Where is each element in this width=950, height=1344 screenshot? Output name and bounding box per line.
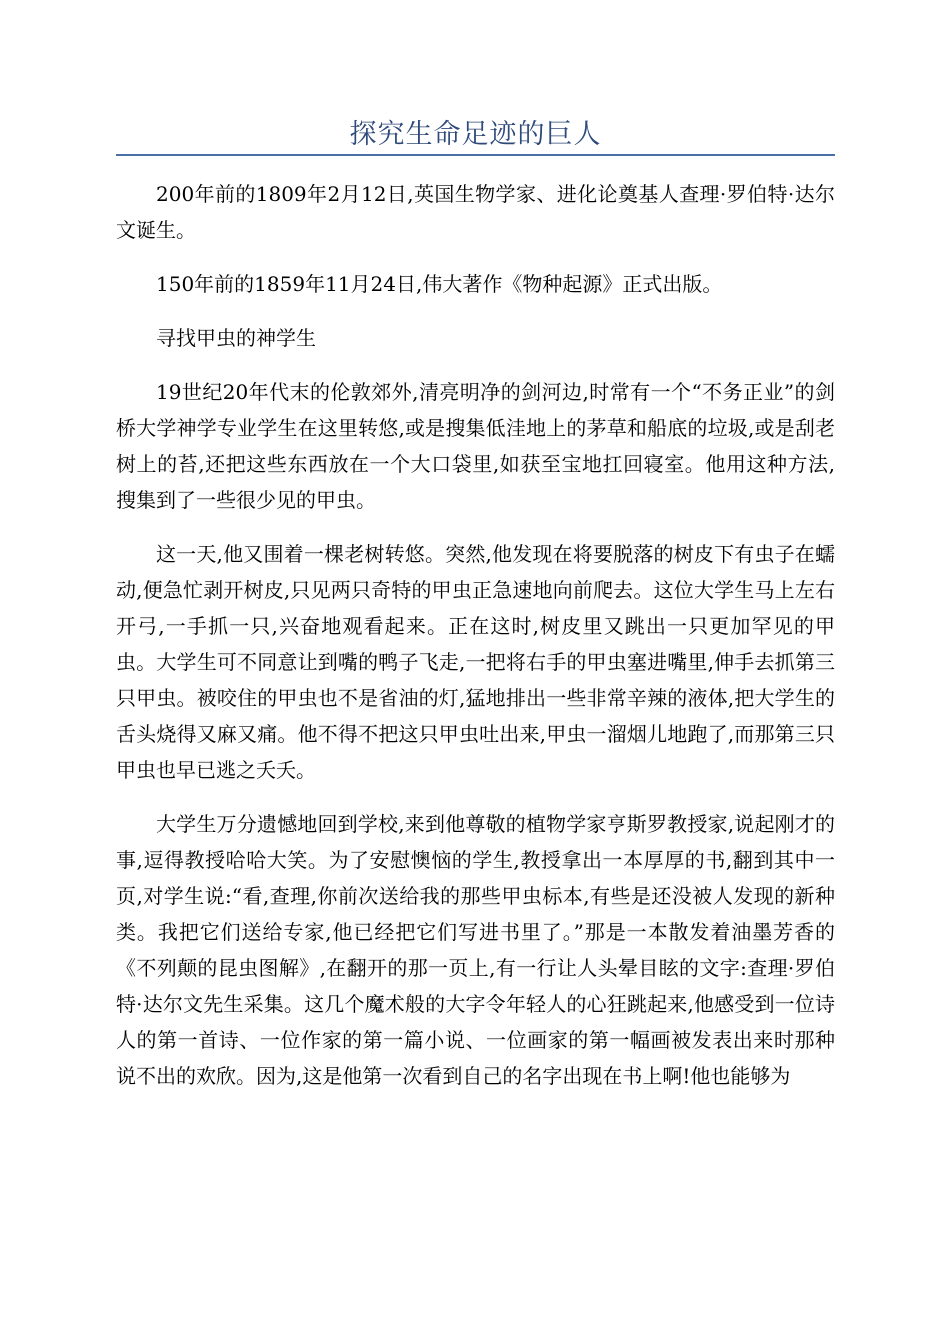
document-title: 探究生命足迹的巨人 (349, 119, 602, 150)
document-body (116, 176, 835, 1094)
section-heading: 寻找甲虫的神学生 (156, 326, 316, 350)
paragraph-birth: 200年前的1809年2月12日,英国生物学家、进化论奠基人查理·罗伯特·达尔文诞生。 (116, 182, 835, 242)
paragraph-professor: 大学生万分遗憾地回到学校,来到他尊敬的植物学家亨斯罗教授家,说起刚才的事,逗得教授哈哈大笑。为了安慰懊恼的学生,教授拿出一本厚厚的书,翻到其中一页,对学生说:“看,查理,你前次送给我的那些甲虫标本,有些是还没被人发现的新种类。我把它们送给专家,他已经把它们写进书里了。”那是一本散发着油墨芳香的《不列颠的昆虫图解》,在翻开的那一页上,有一行让人头晕目眩的文字:查理·罗伯特·达尔文先生采集。这几个魔术般的大字令年轻人的心狂跳起来,他感受到一位诗人的第一首诗、一位作家的第一篇小说、一位画家的第一幅画被发表出来时那种说不出的欢欣。因为,这是他第一次看到自己的名字出现在书上啊!他也能够为 (116, 812, 835, 1088)
document-page (116, 0, 835, 1112)
title-underline (116, 154, 835, 156)
paragraph-publication: 150年前的1859年11月24日,伟大著作《物种起源》正式出版。 (156, 272, 723, 296)
paragraph-cambridge: 19世纪20年代末的伦敦郊外,清亮明净的剑河边,时常有一个“不务正业”的剑桥大学神学专业学生在这里转悠,或是搜集低洼地上的茅草和船底的垃圾,或是刮老树上的苔,还把这些东西放在一个大口袋里,如获至宝地扛回寝室。他用这种方法,搜集到了一些很少见的甲虫。 (116, 380, 835, 512)
paragraph-beetles: 这一天,他又围着一棵老树转悠。突然,他发现在将要脱落的树皮下有虫子在蠕动,便急忙剥开树皮,只见两只奇特的甲虫正急速地向前爬去。这位大学生马上左右开弓,一手抓一只,兴奋地观看起来。正在这时,树皮里又跳出一只更加罕见的甲虫。大学生可不同意让到嘴的鸭子飞走,一把将右手的甲虫塞进嘴里,伸手去抓第三只甲虫。被咬住的甲虫也不是省油的灯,猛地排出一些非常辛辣的液体,把大学生的舌头烧得又麻又痛。他不得不把这只甲虫吐出来,甲虫一溜烟儿地跑了,而那第三只甲虫也早已逃之夭夭。 (116, 542, 835, 782)
